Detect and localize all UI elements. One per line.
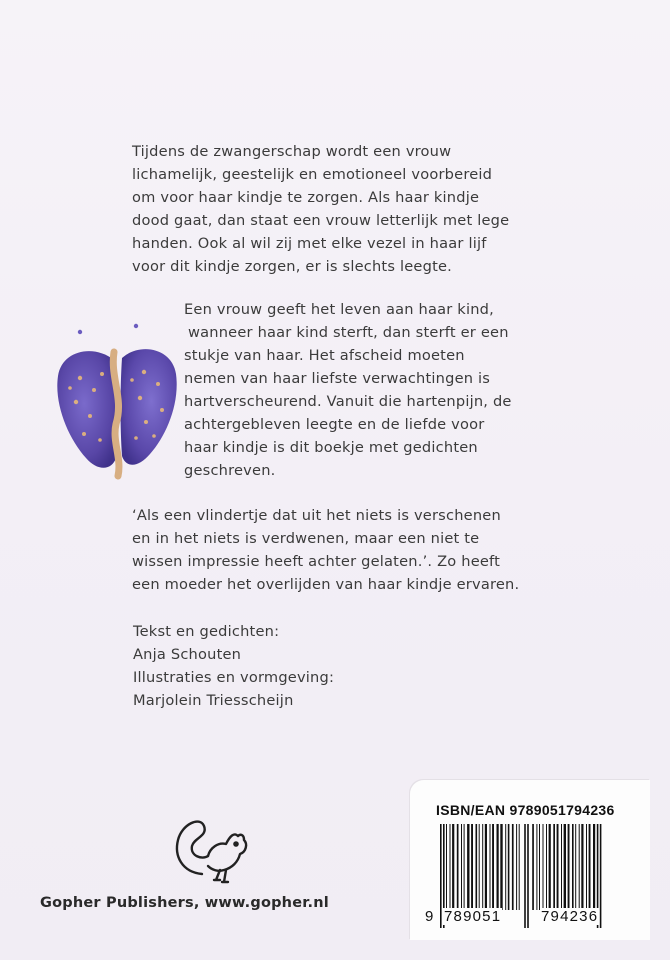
isbn-label: ISBN/EAN 9789051794236: [436, 802, 615, 818]
barcode-bar: [452, 824, 454, 910]
barcode-bar: [572, 824, 574, 910]
barcode-guard-bar: [600, 824, 602, 928]
barcode-bar: [492, 824, 494, 910]
barcode-bar: [512, 824, 514, 910]
text-line: een moeder het overlijden van haar kindje ervaren.: [132, 576, 520, 593]
barcode-bar: [586, 824, 587, 910]
barcode-bar: [500, 824, 502, 910]
text-line: wissen impressie heeft achter gelaten.’. Zo heeft: [132, 553, 501, 570]
barcode-bar: [543, 824, 544, 910]
barcode-bar: [519, 824, 520, 910]
barcode-bar: [471, 824, 473, 910]
text-line: ‘Als een vlindertje dat uit het niets is verschenen: [132, 507, 501, 524]
barcode-bar: [508, 824, 510, 910]
text-line: om voor haar kindje te zorgen. Als haar kindje: [132, 189, 480, 206]
barcode-bar: [568, 824, 570, 910]
barcode-guard-bar: [440, 824, 442, 928]
barcode-bar: [536, 824, 537, 910]
text-line: nemen van haar liefste verwachtingen is: [184, 370, 491, 387]
intro-paragraph: [132, 140, 509, 278]
barcode-bar: [461, 824, 462, 910]
text-line: stukje van haar. Het afscheid moeten: [184, 347, 465, 364]
text-line: hartverscheurend. Vanuit die hartenpijn, de: [184, 393, 512, 410]
barcode-bar: [553, 824, 555, 910]
barcode-bar: [464, 824, 465, 910]
barcode-bar: [476, 824, 478, 910]
text-line: lichamelijk, geestelijk en emotioneel voorbereid: [132, 166, 493, 183]
barcode-bar: [485, 824, 487, 910]
text-line: voor dit kindje zorgen, er is slechts leegte.: [132, 258, 453, 275]
text-line: achtergebleven leegte en de liefde voor: [184, 416, 485, 433]
barcode-bar: [557, 824, 559, 910]
barcode-guard-bar: [527, 824, 529, 928]
barcode-bar: [575, 824, 576, 910]
barcode-bar: [505, 824, 506, 910]
barcode-bar: [549, 824, 551, 910]
barcode-bar: [479, 824, 480, 910]
barcode-bar: [532, 824, 534, 910]
credit-heading: Tekst en gedichten:: [133, 623, 280, 640]
barcode-bar: [593, 824, 595, 910]
publisher-line: Gopher Publishers, www.gopher.nl: [40, 895, 329, 911]
barcode-bar: [589, 824, 591, 910]
barcode-sticker: [410, 780, 650, 940]
credit-heading: Illustraties en vormgeving:: [133, 669, 335, 686]
second-paragraph: [184, 298, 512, 482]
barcode-bar: [482, 824, 483, 910]
antenna-dot-left: [78, 330, 82, 334]
barcode-bar: [561, 824, 562, 910]
text-line: handen. Ook al wil zij met elke vezel in haar lijf: [132, 235, 487, 252]
barcode-bar: [564, 824, 566, 910]
barcode-bar: [490, 824, 491, 910]
credits: [133, 620, 334, 712]
barcode-bar: [579, 824, 580, 910]
quote-paragraph: [132, 504, 519, 596]
text-line: wanneer haar kind sterft, dan sterft er een: [188, 324, 509, 341]
barcode-group-left: 789051: [444, 908, 502, 925]
text-line: dood gaat, dan staat een vrouw letterlijk met lege: [132, 212, 510, 229]
barcode-bar: [581, 824, 583, 910]
barcode-lead-digit: 9: [425, 908, 435, 925]
barcode-bar: [467, 824, 469, 910]
text-line: Een vrouw geeft het leven aan haar kind,: [184, 301, 494, 318]
left-wing: [57, 351, 117, 468]
text-line: Tijdens de zwangerschap wordt een vrouw: [132, 143, 452, 160]
squirrel-logo-icon: [168, 812, 254, 888]
butterfly-illustration: [50, 318, 182, 484]
barcode-bar: [497, 824, 499, 910]
barcode-bar: [539, 824, 540, 910]
credit-name: Marjolein Triesscheijn: [133, 692, 294, 709]
barcode-bar: [516, 824, 517, 910]
right-wing: [121, 349, 177, 465]
text-line: geschreven.: [184, 462, 276, 479]
antenna-dot-right: [134, 324, 138, 328]
barcode-group-right: 794236: [541, 908, 599, 925]
text-line: en in het niets is verdwenen, maar een niet te: [132, 530, 480, 547]
text-line: haar kindje is dit boekje met gedichten: [184, 439, 478, 456]
barcode-guard-bar: [524, 824, 526, 928]
barcode-bar: [546, 824, 547, 910]
barcode-bar: [446, 824, 447, 910]
barcode-bar: [450, 824, 451, 910]
credit-name: Anja Schouten: [133, 646, 242, 663]
barcode-bar: [457, 824, 459, 910]
